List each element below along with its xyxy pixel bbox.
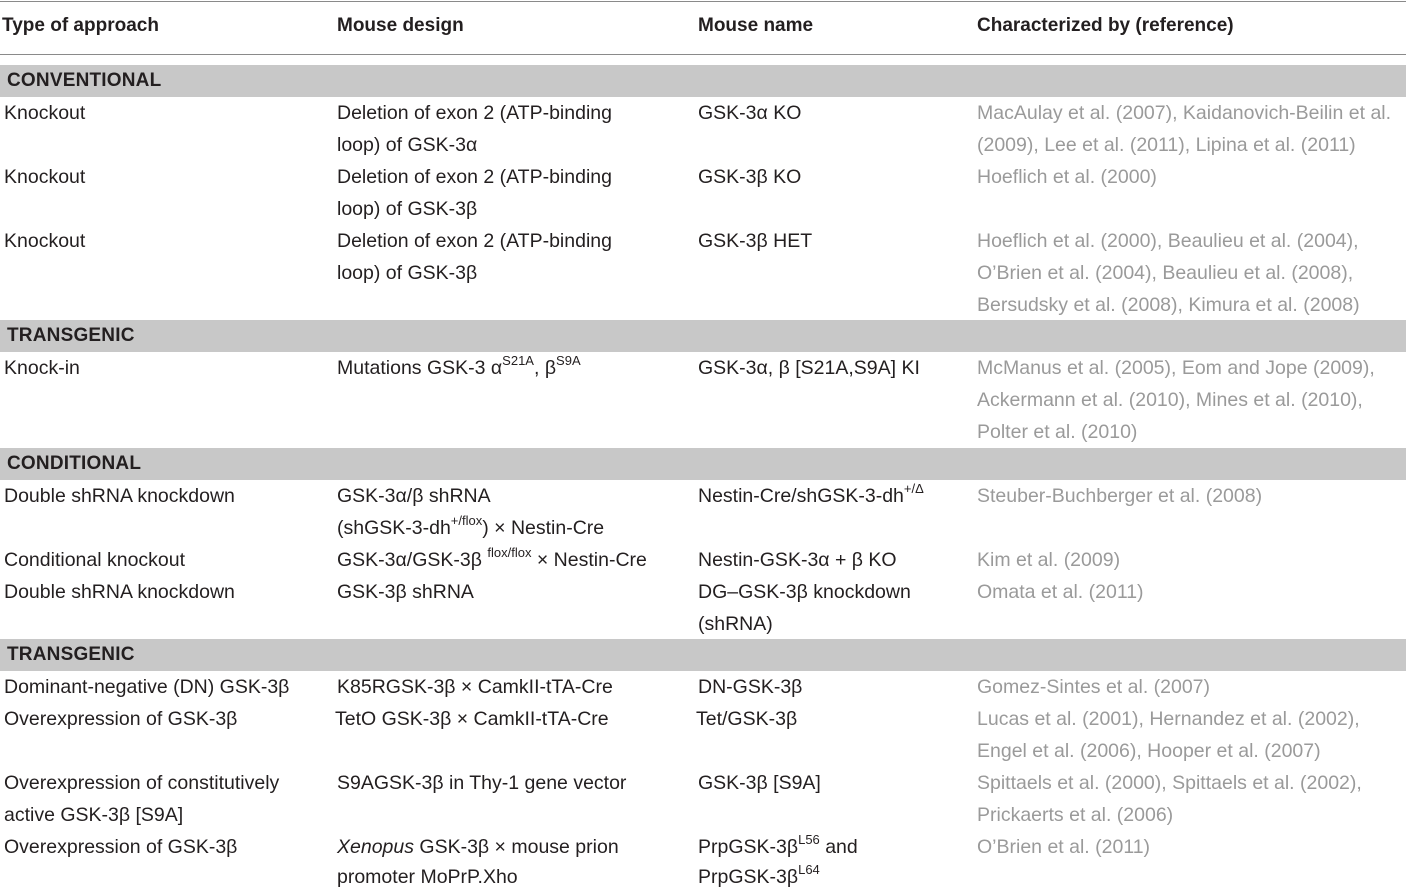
cell-name: DN-GSK-3β (698, 676, 803, 698)
section-label: TRANSGENIC (7, 644, 135, 665)
cell-design: loop) of GSK-3β (337, 198, 478, 220)
top-rule (0, 1, 1406, 2)
cell-reference: MacAulay et al. (2007), Kaidanovich-Beilin et al. (977, 102, 1392, 124)
cell-name: PrpGSK-$3\beta^{L64}$ (698, 861, 820, 888)
cell-type: Knockout (4, 230, 86, 252)
cell-design: GSK-3α/GSK-3β $^{flox/flox}$ × Nestin-Cre (337, 544, 647, 571)
cell-name: GSK-3β HET (698, 230, 813, 252)
cell-type: Dominant-negative (DN) GSK-3β (4, 676, 290, 698)
cell-reference: Hoeflich et al. (2000) (977, 166, 1157, 188)
cell-name: DG–GSK-3β knockdown (698, 581, 911, 603)
section-label: CONDITIONAL (7, 453, 142, 474)
header-type-of-approach: Type of approach (2, 15, 159, 36)
cell-reference: Gomez-Sintes et al. (2007) (977, 676, 1211, 698)
header-mouse-design: Mouse design (337, 15, 464, 36)
cell-design: loop) of GSK-3α (337, 134, 478, 156)
section-label: TRANSGENIC (7, 325, 135, 346)
cell-design: GSK-3α/β shRNA (337, 485, 491, 507)
header-characterized-by: Characterized by (reference) (977, 15, 1234, 36)
cell-type: Knock-in (4, 357, 80, 379)
cell-reference: Steuber-Buchberger et al. (2008) (977, 485, 1263, 507)
cell-reference: Hoeflich et al. (2000), Beaulieu et al. (2004), (977, 230, 1359, 252)
cell-design: Xenopus GSK-3β × mouse prion (337, 836, 619, 858)
cell-name: GSK-3α, β [S21A,S9A] KI (698, 357, 920, 379)
cell-type: active GSK-3β [S9A] (4, 804, 184, 826)
cell-name: (shRNA) (698, 613, 773, 635)
cell-name: GSK-3α KO (698, 102, 802, 124)
cell-name: Nestin-$Cre/shGSK-3-dh^{+/\Delta}$ (698, 480, 924, 507)
section-band-conditional (0, 448, 1406, 480)
cell-design: Deletion of exon 2 (ATP-binding (337, 230, 612, 252)
cell-design: loop) of GSK-3β (337, 262, 478, 284)
cell-reference: Engel et al. (2006), Hooper et al. (2007) (977, 740, 1321, 762)
cell-design: S9AGSK-3β in Thy-1 gene vector (337, 772, 627, 794)
cell-reference: Polter et al. (2010) (977, 421, 1138, 443)
cell-design: Deletion of exon 2 (ATP-binding (337, 166, 612, 188)
cell-design: promoter MoPrP.Xho (337, 866, 518, 888)
header-rule (0, 54, 1406, 55)
cell-reference: O’Brien et al. (2004), Beaulieu et al. (2008), (977, 262, 1354, 284)
cell-name: GSK-3β KO (698, 166, 802, 188)
cell-reference: Bersudsky et al. (2008), Kimura et al. (2008) (977, 294, 1360, 316)
cell-design: $(shGSK-3-dh^{+/flox})$ × Nestin-Cre (337, 512, 605, 539)
cell-design: K85RGSK-3β × CamkII-tTA-Cre (337, 676, 613, 698)
cell-name: PrpGSK-$3\beta^{L56}$ and (698, 831, 858, 858)
cell-type: Overexpression of GSK-3β (4, 836, 238, 858)
section-band-transgenic (0, 320, 1406, 352)
cell-reference: O’Brien et al. (2011) (977, 836, 1151, 858)
section-band-conventional (0, 65, 1406, 97)
section-label: CONVENTIONAL (7, 70, 162, 91)
cell-type: Double shRNA knockdown (4, 485, 235, 507)
cell-reference: (2009), Lee et al. (2011), Lipina et al. (2011) (977, 134, 1356, 156)
cell-type: Knockout (4, 102, 86, 124)
header-mouse-name: Mouse name (698, 15, 814, 36)
cell-reference: Prickaerts et al. (2006) (977, 804, 1174, 826)
cell-reference: Spittaels et al. (2000), Spittaels et al. (2002), (977, 772, 1362, 794)
cell-design: Mutations GSK-3 $\alpha^{S21A}$, $\beta^{S9A}$ (337, 352, 581, 379)
cell-reference: McManus et al. (2005), Eom and Jope (2009), (977, 357, 1375, 379)
cell-type: Conditional knockout (4, 549, 186, 571)
cell-reference: Omata et al. (2011) (977, 581, 1144, 603)
cell-design: TetO GSK-3β × CamkII-tTA-Cre (335, 708, 609, 730)
cell-reference: Ackermann et al. (2010), Mines et al. (2010), (977, 389, 1363, 411)
cell-type: Overexpression of constitutively (4, 772, 280, 794)
cell-reference: Kim et al. (2009) (977, 549, 1121, 571)
cell-type: Overexpression of GSK-3β (4, 708, 238, 730)
cell-reference: Lucas et al. (2001), Hernandez et al. (2002), (977, 708, 1360, 730)
cell-name: GSK-3β [S9A] (698, 772, 821, 794)
cell-type: Knockout (4, 166, 86, 188)
cell-name: Tet/GSK-3β (696, 708, 798, 730)
cell-design: GSK-3β shRNA (337, 581, 474, 603)
cell-type: Double shRNA knockdown (4, 581, 235, 603)
cell-design: Deletion of exon 2 (ATP-binding (337, 102, 612, 124)
cell-name: Nestin-GSK-3α + β KO (698, 549, 897, 571)
section-band-transgenic-2 (0, 639, 1406, 671)
